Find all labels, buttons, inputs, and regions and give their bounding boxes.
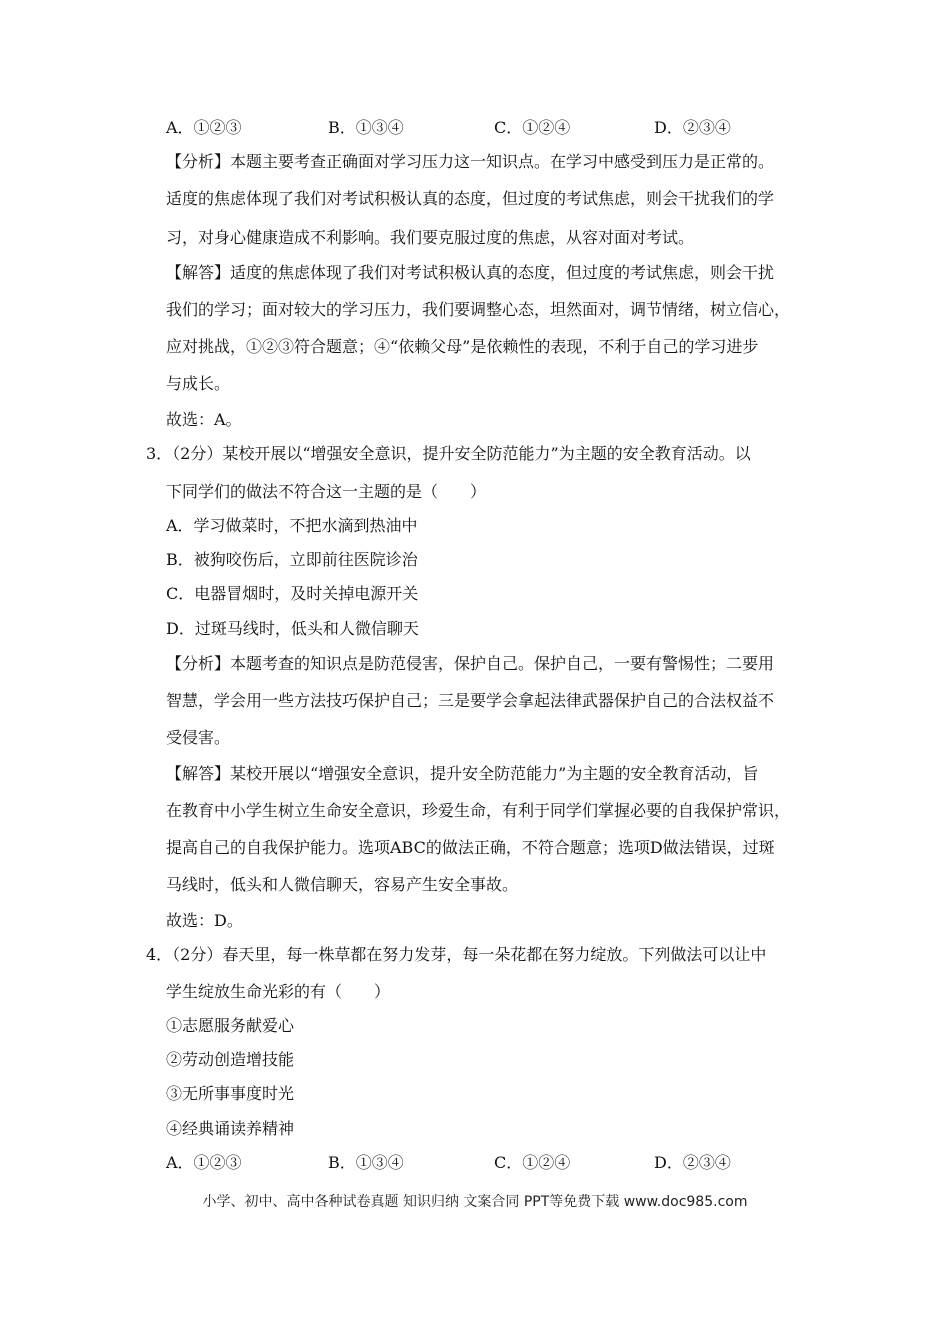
q3-option-a: A．学习做菜时，不把水滴到热油中 [166, 516, 418, 535]
q4-option-d: D．②③④ [654, 1153, 731, 1172]
q2-option-d: D．②③④ [654, 118, 731, 137]
q3-stem-line: 3．（2分）某校开展以“增强安全意识，提升安全防范能力”为主题的安全教育活动。以 [146, 444, 751, 463]
q2-option-c: C．①②④ [494, 118, 571, 137]
q3-option-b: B．被狗咬伤后，立即前往医院诊治 [166, 550, 418, 569]
q2-option-b: B．①③④ [328, 118, 404, 137]
q4-stem-line: 学生绽放生命光彩的有（ ） [166, 982, 391, 1001]
q4-stem-line: 4．（2分）春天里，每一株草都在努力发芽，每一朵花都在努力绽放。下列做法可以让中 [146, 945, 767, 964]
q2-analysis-line: 【分析】本题主要考查正确面对学习压力这一知识点。在学习中感受到压力是正常的。 [166, 152, 775, 171]
q2-analysis-line: 适度的焦虑体现了我们对考试积极认真的态度，但过度的考试焦虑，则会干扰我们的学 [166, 189, 775, 208]
q4-option-a: A．①②③ [166, 1153, 242, 1172]
q2-analysis-line: 习，对身心健康造成不利影响。我们要克服过度的焦虑，从容对面对考试。 [166, 228, 695, 247]
q2-answer-line: 我们的学习；面对较大的学习压力，我们要调整心态，坦然面对，调节情绪，树立信心， [166, 300, 791, 319]
q2-option-a: A．①②③ [166, 118, 242, 137]
q4-item: ②劳动创造增技能 [166, 1050, 295, 1069]
q3-analysis-line: 受侵害。 [166, 728, 231, 747]
q4-item: ③无所事事度时光 [166, 1084, 295, 1103]
q3-analysis-line: 智慧，学会用一些方法技巧保护自己；三是要学会拿起法律武器保护自己的合法权益不 [166, 691, 775, 710]
q3-analysis-line: 【分析】本题考查的知识点是防范侵害，保护自己。保护自己，一要有警惕性；二要用 [166, 654, 775, 673]
q2-choice: 故选：A。 [166, 410, 242, 429]
q4-option-c: C．①②④ [494, 1153, 571, 1172]
q2-answer-line: 与成长。 [166, 374, 231, 393]
q4-item: ④经典诵读养精神 [166, 1119, 295, 1138]
q3-stem-line: 下同学们的做法不符合这一主题的是（ ） [166, 482, 487, 501]
q3-answer-line: 在教育中小学生树立生命安全意识，珍爱生命，有利于同学们掌握必要的自我保护常识， [166, 801, 791, 820]
q3-choice: 故选：D。 [166, 911, 243, 930]
q3-option-d: D．过斑马线时，低头和人微信聊天 [166, 619, 419, 638]
q3-option-c: C．电器冒烟时，及时关掉电源开关 [166, 584, 419, 603]
q3-answer-line: 提高自己的自我保护能力。选项ABC的做法正确，不符合题意；选项D做法错误，过斑 [166, 838, 775, 857]
q3-answer-line: 【解答】某校开展以“增强安全意识，提升安全防范能力”为主题的安全教育活动，旨 [166, 764, 759, 783]
q2-answer-line: 【解答】适度的焦虑体现了我们对考试积极认真的态度，但过度的考试焦虑，则会干扰 [166, 263, 775, 282]
q4-option-b: B．①③④ [328, 1153, 404, 1172]
q3-answer-line: 马线时，低头和人微信聊天，容易产生安全事故。 [166, 875, 519, 894]
q2-answer-line: 应对挑战，①②③符合题意；④“依赖父母”是依赖性的表现，不利于自己的学习进步 [166, 337, 759, 356]
page-footer: 小学、初中、高中各种试卷真题 知识归纳 文案合同 PPT等免费下载 www.doc985.com [202, 1194, 748, 1210]
q4-item: ①志愿服务献爱心 [166, 1016, 295, 1035]
